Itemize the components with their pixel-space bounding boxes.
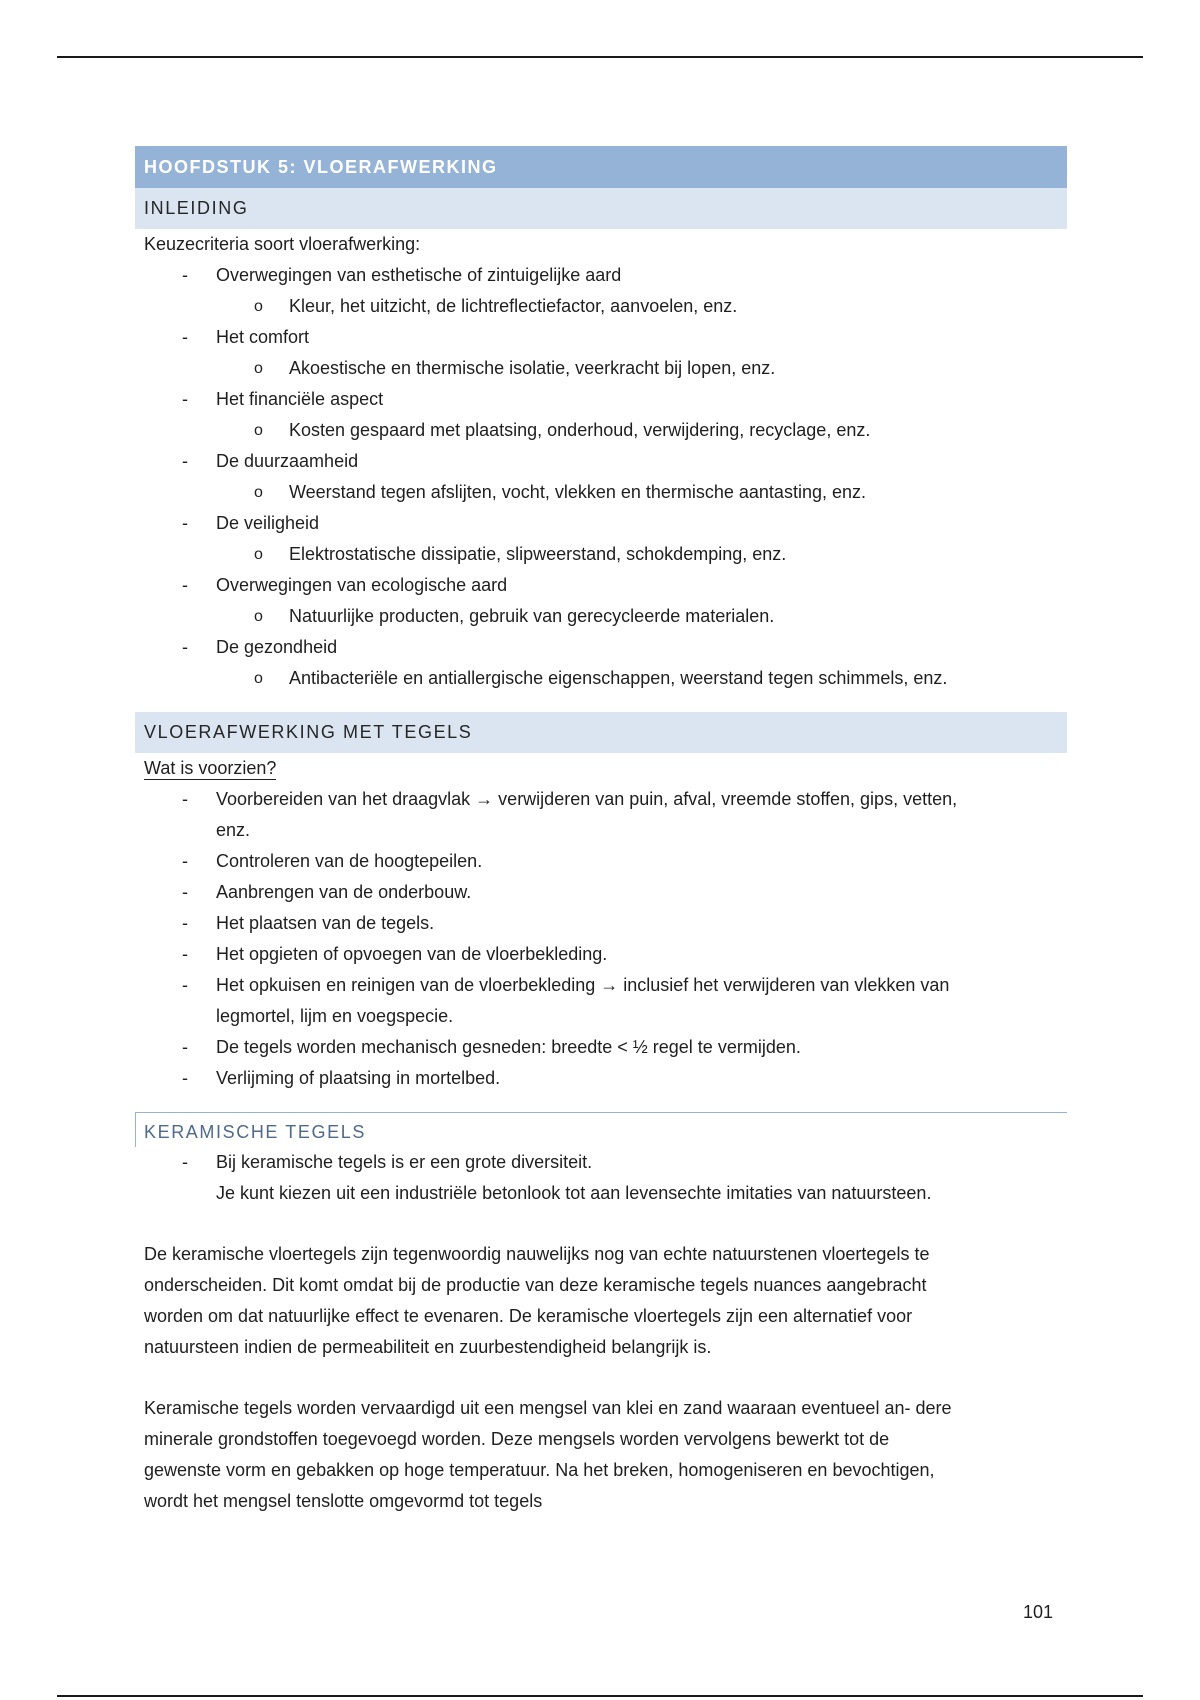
- criteria-subitem: [135, 539, 1067, 570]
- criteria-item: [135, 446, 1067, 477]
- dash-bullet: -: [182, 851, 188, 871]
- dash-bullet: -: [182, 389, 188, 409]
- intro-lead: Keuzecriteria soort vloerafwerking:: [144, 234, 421, 254]
- dash-bullet: -: [182, 975, 188, 995]
- ceramic-item: [135, 1147, 1067, 1178]
- criteria-subitem: [135, 291, 1067, 322]
- criteria-sub-label: Kleur, het uitzicht, de lichtreflectiefactor, aanvoelen, enz.: [289, 296, 738, 316]
- tiles-item: [135, 1032, 1067, 1063]
- paragraph-line: minerale grondstoffen toegevoegd worden. Deze mengsels worden vervolgens bewerkt tot de: [144, 1429, 890, 1449]
- dash-bullet: -: [182, 265, 188, 285]
- tiles-item: [135, 846, 1067, 877]
- page-content: [135, 146, 1067, 1517]
- tiles-item-continuation: legmortel, lijm en voegspecie.: [216, 1006, 454, 1026]
- tiles-list-title: [135, 753, 1067, 784]
- ceramic-paragraph-2: [135, 1393, 1067, 1517]
- tiles-item: [135, 970, 1067, 1001]
- paragraph-line: De keramische vloertegels zijn tegenwoordig nauwelijks nog van echte natuurstenen vloertegels te: [144, 1244, 930, 1264]
- paragraph-line: wordt het mengsel tenslotte omgevormd tot tegels: [144, 1491, 543, 1511]
- circle-bullet: o: [254, 298, 263, 315]
- tiles-item-text: Het opkuisen en reinigen van de vloerbekleding → inclusief het verwijderen van vlekken van: [216, 975, 950, 995]
- dash-bullet: -: [182, 944, 188, 964]
- tiles-item: [135, 877, 1067, 908]
- paragraph-line: onderscheiden. Dit komt omdat bij de productie van deze keramische tegels nuances aangebracht: [144, 1275, 927, 1295]
- circle-bullet: o: [254, 670, 263, 687]
- circle-bullet: o: [254, 608, 263, 625]
- page-number: 101: [1023, 1602, 1054, 1622]
- criteria-sub-label: Antibacteriële en antiallergische eigenschappen, weerstand tegen schimmels, enz.: [289, 668, 948, 688]
- dash-bullet: -: [182, 913, 188, 933]
- tiles-item: [135, 1063, 1067, 1094]
- tiles-item-text: Voorbereiden van het draagvlak → verwijderen van puin, afval, vreemde stoffen, gips, vetten,: [216, 789, 958, 809]
- tiles-item: [135, 908, 1067, 939]
- circle-bullet: o: [254, 484, 263, 501]
- section-heading-tiles: VLOERAFWERKING MET TEGELS: [135, 712, 1067, 753]
- criteria-item: [135, 632, 1067, 663]
- dash-bullet: -: [182, 1037, 188, 1057]
- ceramic-item-text: Bij keramische tegels is er een grote diversiteit.: [216, 1152, 593, 1172]
- criteria-sub-label: Natuurlijke producten, gebruik van gerecycleerde materialen.: [289, 606, 775, 626]
- dash-bullet: -: [182, 789, 188, 809]
- dash-bullet: -: [182, 1068, 188, 1088]
- criteria-sub-label: Weerstand tegen afslijten, vocht, vlekken en thermische aantasting, enz.: [289, 482, 866, 502]
- tiles-list: [135, 784, 1067, 1094]
- criteria-item: [135, 322, 1067, 353]
- circle-bullet: o: [254, 546, 263, 563]
- paragraph-line: Keramische tegels worden vervaardigd uit een mengsel van klei en zand waaraan eventueel an- dere: [144, 1398, 952, 1418]
- tiles-item-continuation: enz.: [216, 820, 251, 840]
- top-rule: [57, 56, 1143, 58]
- criteria-subitem: [135, 415, 1067, 446]
- paragraph-line: gewenste vorm en gebakken op hoge temperatuur. Na het breken, homogeniseren en bevochtigen,: [144, 1460, 935, 1480]
- dash-bullet: -: [182, 637, 188, 657]
- criteria-subitem: [135, 353, 1067, 384]
- criteria-subitem: [135, 601, 1067, 632]
- criteria-label: Overwegingen van esthetische of zintuigelijke aard: [216, 265, 622, 285]
- tiles-item-text: Het opgieten of opvoegen van de vloerbekleding.: [216, 944, 608, 964]
- criteria-item: [135, 570, 1067, 601]
- ceramic-paragraph-1: [135, 1239, 1067, 1363]
- criteria-label: De duurzaamheid: [216, 451, 359, 471]
- dash-bullet: -: [182, 882, 188, 902]
- paragraph-line: worden om dat natuurlijke effect te evenaren. De keramische vloertegels zijn een alternatief voor: [144, 1306, 913, 1326]
- criteria-item: [135, 508, 1067, 539]
- criteria-item: [135, 384, 1067, 415]
- criteria-subitem: [135, 663, 1067, 694]
- dash-bullet: -: [182, 1152, 188, 1172]
- tiles-item-text: Aanbrengen van de onderbouw.: [216, 882, 472, 902]
- tiles-item-text: De tegels worden mechanisch gesneden: breedte < ½ regel te vermijden.: [216, 1037, 801, 1057]
- criteria-list: [135, 260, 1067, 694]
- section-heading-intro: INLEIDING: [135, 188, 1067, 229]
- criteria-sub-label: Elektrostatische dissipatie, slipweerstand, schokdemping, enz.: [289, 544, 787, 564]
- dash-bullet: -: [182, 575, 188, 595]
- paragraph-line: natuursteen indien de permeabiliteit en zuurbestendigheid belangrijk is.: [144, 1337, 712, 1357]
- circle-bullet: o: [254, 422, 263, 439]
- tiles-item-text: Het plaatsen van de tegels.: [216, 913, 435, 933]
- criteria-item: [135, 260, 1067, 291]
- criteria-label: De gezondheid: [216, 637, 338, 657]
- tiles-item-text: Controleren van de hoogtepeilen.: [216, 851, 483, 871]
- criteria-label: De veiligheid: [216, 513, 320, 533]
- subsection-heading-ceramic: KERAMISCHE TEGELS: [135, 1112, 1067, 1147]
- criteria-sub-label: Akoestische en thermische isolatie, veerkracht bij lopen, enz.: [289, 358, 776, 378]
- criteria-sub-label: Kosten gespaard met plaatsing, onderhoud, verwijdering, recyclage, enz.: [289, 420, 871, 440]
- chapter-title: HOOFDSTUK 5: VLOERAFWERKING: [135, 146, 1067, 188]
- tiles-item-text: Verlijming of plaatsing in mortelbed.: [216, 1068, 501, 1088]
- criteria-label: Overwegingen van ecologische aard: [216, 575, 508, 595]
- criteria-label: Het financiële aspect: [216, 389, 384, 409]
- bottom-rule: [57, 1695, 1143, 1697]
- criteria-label: Het comfort: [216, 327, 310, 347]
- dash-bullet: -: [182, 451, 188, 471]
- tiles-item: [135, 939, 1067, 970]
- tiles-item: [135, 784, 1067, 815]
- criteria-subitem: [135, 477, 1067, 508]
- tiles-list-title-text: Wat is voorzien?: [144, 758, 277, 778]
- ceramic-item-continuation: Je kunt kiezen uit een industriële betonlook tot aan levensechte imitaties van natuursteen.: [216, 1183, 932, 1203]
- circle-bullet: o: [254, 360, 263, 377]
- dash-bullet: -: [182, 327, 188, 347]
- dash-bullet: -: [182, 513, 188, 533]
